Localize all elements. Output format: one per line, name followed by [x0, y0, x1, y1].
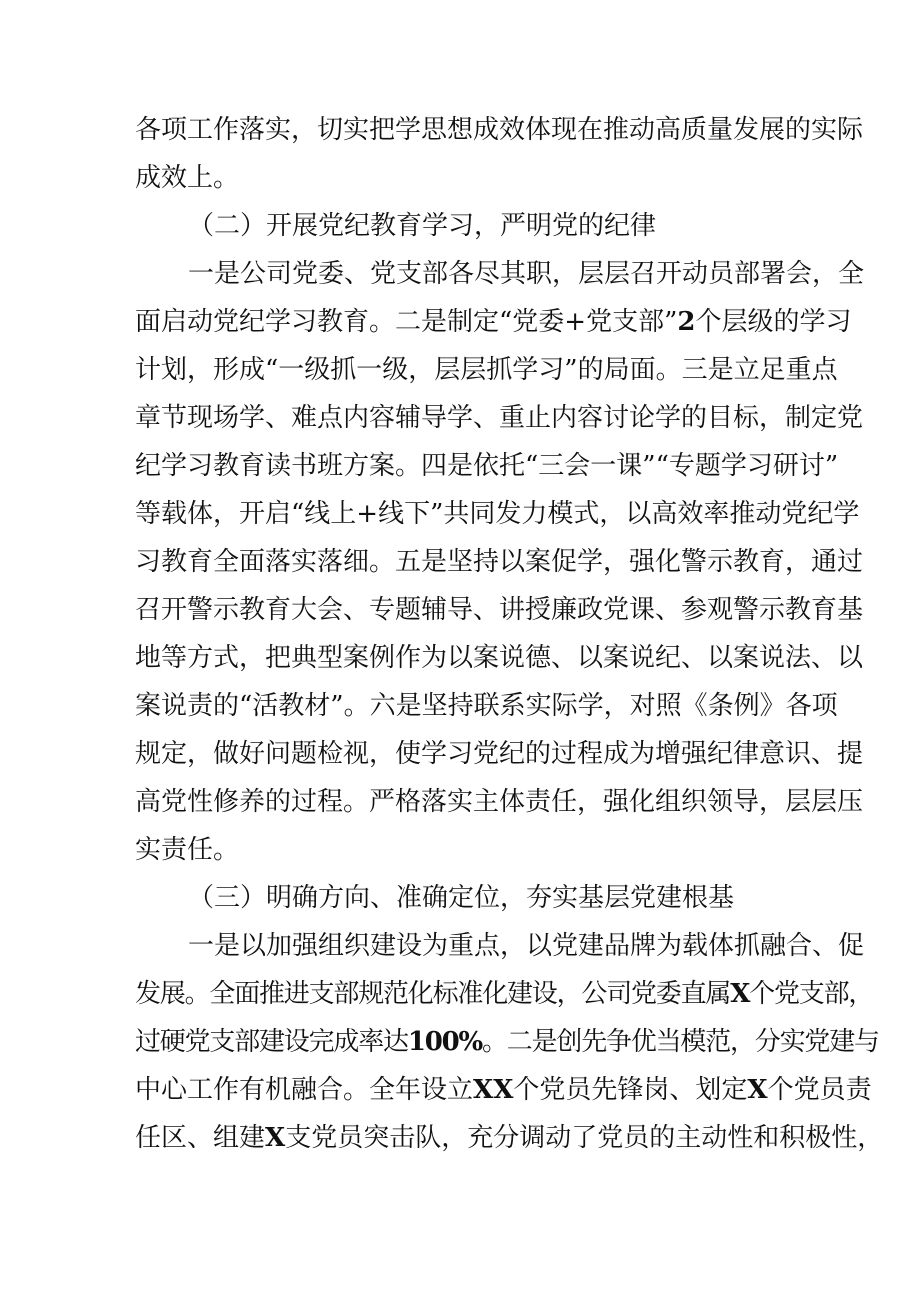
- paragraph-line: [135, 974, 874, 1014]
- text-run: 个层级的学习: [695, 307, 852, 337]
- paragraph-line: 章节现场学、难点内容辅导学、重止内容讨论学的目标，制定党: [135, 403, 864, 433]
- bold-number: 2: [677, 307, 696, 337]
- paragraph-line: [135, 1118, 884, 1158]
- text-run: 。二是创先争优当模范，分实党建与: [482, 1027, 879, 1057]
- paragraph-line: 地等方式，把典型案例作为以案说德、以案说纪、以案说法、以: [135, 643, 864, 673]
- bold-number: X: [747, 1075, 768, 1105]
- bold-number: 100%: [407, 1027, 482, 1057]
- paragraph-line: 各项工作落实，切实把学思想成效体现在推动高质量发展的实际: [135, 115, 864, 145]
- bold-number: X: [730, 979, 750, 1009]
- paragraph-line: 实责任。: [135, 835, 240, 865]
- text-run: 中心工作有机融合。全年设立: [135, 1075, 474, 1105]
- text-run: 面启动党纪学习教育。二是制定“党委+党支部”: [135, 307, 678, 337]
- text-run: 支党员突击队，充分调动了党员的主动性和积极性，: [285, 1123, 884, 1153]
- paragraph-line: 召开警示教育大会、专题辅导、讲授廉政党课、参观警示教育基: [135, 595, 864, 625]
- paragraph-line: 一是公司党委、党支部各尽其职，层层召开动员部署会，全: [188, 259, 865, 289]
- paragraph-line: 成效上。: [135, 163, 240, 193]
- bold-number: X: [265, 1123, 286, 1153]
- text-run: 个党支部，: [749, 979, 874, 1009]
- text-run: 任区、组建: [135, 1123, 266, 1153]
- paragraph-line: 纪学习教育读书班方案。四是依托“三会一课”“专题学习研讨”: [135, 451, 839, 481]
- paragraph-line: 等载体，开启“线上+线下”共同发力模式，以高效率推动党纪学: [135, 499, 860, 529]
- paragraph-line: 计划，形成“一级抓一级，层层抓学习”的局面。三是立足重点: [135, 355, 838, 385]
- paragraph-line: 习教育全面落实落细。五是坚持以案促学，强化警示教育，通过: [135, 547, 864, 577]
- text-run: 个党员责: [767, 1075, 872, 1105]
- paragraph-line: 一是以加强组织建设为重点，以党建品牌为载体抓融合、促: [188, 931, 865, 961]
- section-heading: （二）开展党纪教育学习，严明党的纪律: [188, 211, 657, 241]
- paragraph-line: 案说责的“活教材”。六是坚持联系实际学，对照《条例》各项: [135, 691, 838, 721]
- paragraph-line: [135, 302, 852, 342]
- paragraph-line: 高党性修养的过程。严格落实主体责任，强化组织领导，层层压: [135, 787, 864, 817]
- text-run: 发展。全面推进支部规范化标准化建设，公司党委直属: [135, 979, 731, 1009]
- paragraph-line: [135, 1022, 879, 1062]
- section-heading: （三）明确方向、准确定位，夯实基层党建根基: [188, 883, 735, 913]
- text-run: 个党员先锋岗、划定: [513, 1075, 748, 1105]
- bold-number: XX: [473, 1075, 514, 1105]
- paragraph-line: [135, 1070, 872, 1110]
- text-run: 过硬党支部建设完成率达: [135, 1027, 408, 1057]
- paragraph-line: 规定，做好问题检视，使学习党纪的过程成为增强纪律意识、提: [135, 739, 864, 769]
